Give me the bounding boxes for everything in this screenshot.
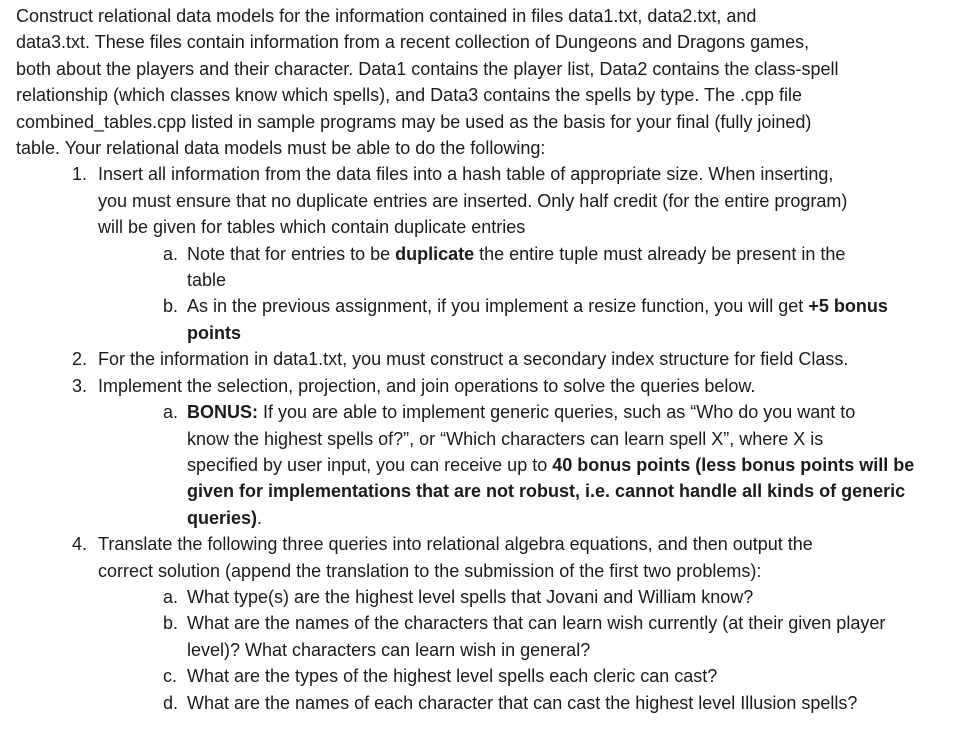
text-line [16, 82, 971, 108]
text-line [16, 3, 971, 29]
numbered-list-item [0, 161, 971, 240]
text-line [187, 663, 971, 689]
text-run: combined_tables.cpp listed in sample programs may be used as the basis for your final (fully joined) [16, 111, 812, 132]
text-line [187, 610, 971, 636]
text-line [98, 161, 971, 187]
text-line [16, 135, 971, 161]
text-line [16, 56, 971, 82]
text-run: you must ensure that no duplicate entries are inserted. Only half credit (for the entire program) [98, 190, 848, 211]
text-run: level)? What characters can learn wish in general? [187, 639, 591, 660]
text-line [187, 690, 971, 716]
list-marker: 3. [72, 375, 88, 396]
text-run: specified by user input, you can receive up to [187, 454, 553, 475]
text-line [187, 584, 971, 610]
text-run: know the highest spells of?”, or “Which characters can learn spell X”, where X is [187, 428, 824, 449]
text-line [98, 346, 971, 372]
text-run: Note that for entries to be [187, 243, 396, 264]
bold-text-run: given for implementations that are not robust, i.e. cannot handle all kinds of generic [187, 481, 906, 502]
text-run: data3.txt. These files contain information from a recent collection of Dungeons and Dragons games, [16, 32, 810, 53]
text-run: relationship (which classes know which spells), and Data3 contains the spells by type. The .cpp file [16, 85, 803, 106]
text-run: What are the names of each character that can cast the highest level Illusion spells? [187, 692, 858, 713]
text-run: Insert all information from the data files into a hash table of appropriate size. When inserting, [98, 164, 834, 185]
text-run: Implement the selection, projection, and join operations to solve the queries below. [98, 375, 756, 396]
text-run: Translate the following three queries into relational algebra equations, and then output the [98, 534, 813, 555]
text-line [187, 505, 971, 531]
text-line [187, 426, 971, 452]
text-run: If you are able to implement generic queries, such as “Who do you want to [258, 402, 856, 423]
list-marker: c. [163, 666, 178, 687]
list-marker: 2. [72, 349, 88, 370]
text-run: What are the names of the characters that can learn wish currently (at their given player [187, 613, 886, 634]
document-body [0, 3, 971, 716]
list-marker: 4. [72, 534, 88, 555]
text-line [187, 293, 971, 319]
numbered-list-item [0, 346, 971, 372]
lettered-list-item [0, 584, 971, 610]
text-run: Construct relational data models for the information contained in files data1.txt, data2.txt, and [16, 6, 757, 26]
list-marker: a. [163, 402, 179, 423]
text-line [98, 214, 971, 240]
lettered-list-item [0, 293, 971, 346]
lettered-list-item [0, 690, 971, 716]
text-line [16, 109, 971, 135]
list-marker: a. [163, 586, 179, 607]
text-line [187, 320, 971, 346]
text-run: table. Your relational data models must be able to do the following: [16, 138, 546, 159]
text-line [187, 478, 971, 504]
bold-text-run: BONUS: [187, 402, 258, 423]
lettered-list-item [0, 241, 971, 294]
bold-text-run: duplicate [395, 243, 475, 264]
text-line [98, 188, 971, 214]
bold-text-run: +5 bonus [808, 296, 888, 317]
text-line [98, 558, 971, 584]
text-run: For the information in data1.txt, you must construct a secondary index structure for field Class. [98, 349, 849, 370]
text-run: will be given for tables which contain duplicate entries [98, 217, 526, 238]
paragraph [0, 3, 971, 161]
text-run: table [187, 270, 227, 291]
text-run: both about the players and their character. Data1 contains the player list, Data2 contains the class-spell [16, 58, 839, 79]
text-run: the entire tuple must already be present in the [474, 243, 846, 264]
numbered-list-item [0, 531, 971, 584]
text-run: correct solution (append the translation to the submission of the first two problems): [98, 560, 762, 581]
bold-text-run: queries) [187, 507, 258, 528]
lettered-list-item [0, 610, 971, 663]
text-run: . [257, 507, 263, 528]
list-marker: b. [163, 613, 179, 634]
text-line [187, 452, 971, 478]
text-line [187, 241, 971, 267]
bold-text-run: 40 bonus points (less bonus points will be [552, 454, 915, 475]
list-marker: a. [163, 243, 179, 264]
list-marker: b. [163, 296, 179, 317]
list-marker: 1. [72, 164, 88, 185]
bold-text-run: points [187, 322, 241, 343]
text-run: As in the previous assignment, if you implement a resize function, you will get [187, 296, 809, 317]
list-marker: d. [163, 692, 179, 713]
text-line [98, 531, 971, 557]
numbered-list-item [0, 373, 971, 399]
lettered-list-item [0, 663, 971, 689]
text-line [98, 373, 971, 399]
text-line [187, 399, 971, 425]
text-run: What type(s) are the highest level spells that Jovani and William know? [187, 586, 754, 607]
text-run: What are the types of the highest level spells each cleric can cast? [187, 666, 718, 687]
lettered-list-item [0, 399, 971, 531]
text-line [187, 637, 971, 663]
text-line [187, 267, 971, 293]
text-line [16, 29, 971, 55]
